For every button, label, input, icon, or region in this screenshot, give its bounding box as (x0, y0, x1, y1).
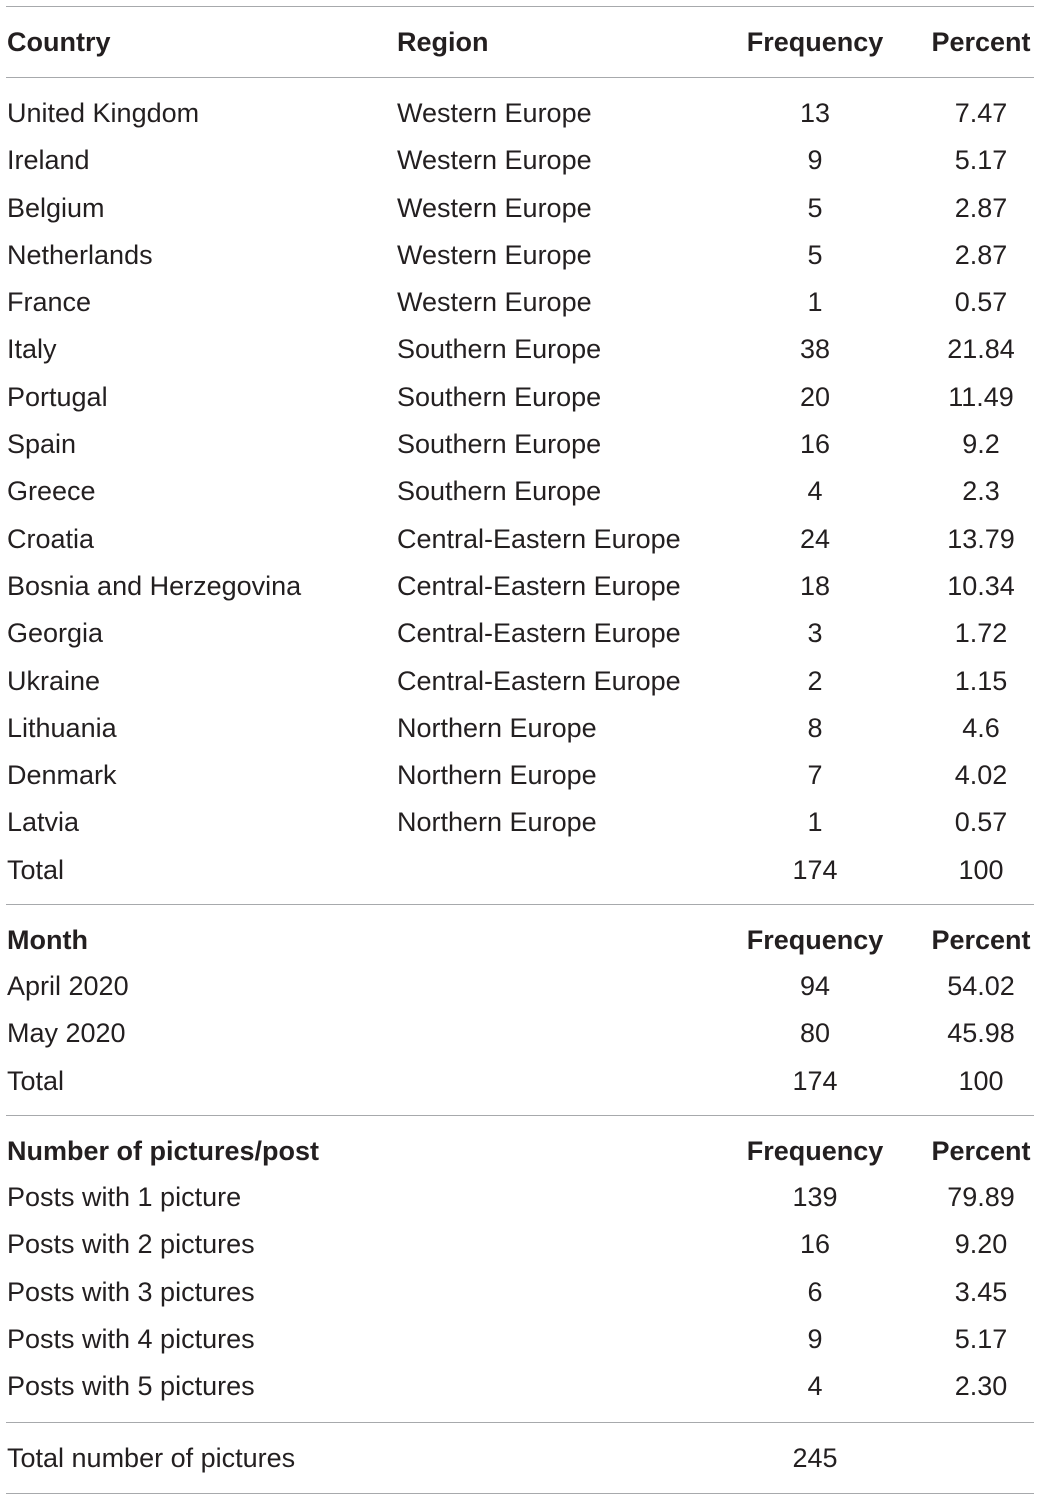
table-row (6, 90, 1040, 137)
frequency-cell: 5 (807, 192, 823, 223)
frequency-cell: 80 (799, 1018, 831, 1049)
region-cell: Southern Europe (397, 381, 602, 412)
frequency-cell: 1 (807, 287, 823, 318)
country-header-row (6, 7, 1040, 77)
frequency-cell: 16 (799, 429, 831, 460)
pictures-total-row (6, 1423, 1040, 1493)
region-cell: Western Europe (397, 98, 592, 128)
frequency-cell: 94 (799, 971, 831, 1002)
country-cell: France (7, 287, 92, 318)
frequency-cell: 9 (807, 1323, 823, 1354)
region-column-header: Region (397, 27, 489, 57)
pictures-label-cell: Posts with 5 pictures (7, 1371, 255, 1402)
percent-cell: 5.17 (954, 1323, 1008, 1354)
percent-cell: 1.72 (954, 618, 1008, 649)
table-bottom-rule (6, 1493, 1034, 1494)
region-cell: Southern Europe (397, 429, 602, 460)
country-cell: Denmark (7, 760, 117, 791)
country-total-row (6, 847, 1040, 894)
table-row (6, 516, 1040, 563)
percent-cell: 5.17 (954, 145, 1008, 176)
country-cell: Bosnia and Herzegovina (7, 570, 302, 601)
region-cell: Northern Europe (397, 807, 597, 838)
frequency-cell: 4 (807, 1371, 823, 1402)
percent-cell: 45.98 (947, 1018, 1015, 1049)
table-row (6, 799, 1040, 846)
table-row (6, 752, 1040, 799)
country-cell: Belgium (7, 192, 105, 223)
country-cell: Portugal (7, 381, 108, 412)
percent-cell: 2.87 (954, 239, 1008, 270)
frequency-cell: 13 (799, 98, 831, 128)
frequency-cell: 24 (799, 523, 831, 554)
table-row (6, 279, 1040, 326)
month-header-row (6, 917, 1040, 963)
total-label: Total number of pictures (7, 1443, 296, 1474)
percent-cell: 13.79 (947, 523, 1015, 554)
frequency-cell: 18 (799, 570, 831, 601)
region-cell: Northern Europe (397, 712, 597, 743)
percent-column-header: Percent (931, 925, 1031, 956)
region-cell: Central-Eastern Europe (397, 570, 681, 601)
country-cell: Netherlands (7, 239, 153, 270)
total-percent: 100 (958, 854, 1004, 885)
frequency-cell: 4 (807, 476, 823, 507)
pictures-label-cell: Posts with 4 pictures (7, 1323, 255, 1354)
frequency-cell: 3 (807, 618, 823, 649)
percent-cell: 9.20 (954, 1229, 1008, 1260)
pictures-header-row (6, 1128, 1040, 1174)
frequency-cell: 7 (807, 760, 823, 791)
table-row (6, 1010, 1040, 1057)
country-rows (6, 90, 1040, 847)
month-rows (6, 963, 1040, 1058)
table-row (6, 137, 1040, 184)
region-cell: Central-Eastern Europe (397, 618, 681, 649)
percent-cell: 7.47 (954, 98, 1008, 128)
percent-cell: 0.57 (954, 807, 1008, 838)
percent-cell: 54.02 (947, 971, 1015, 1002)
frequency-cell: 38 (799, 334, 831, 365)
total-frequency: 245 (792, 1443, 838, 1474)
pictures-label-cell: Posts with 3 pictures (7, 1276, 255, 1307)
table-row (6, 1221, 1040, 1268)
region-cell: Central-Eastern Europe (397, 665, 681, 696)
region-cell: Central-Eastern Europe (397, 523, 681, 554)
frequency-cell: 9 (807, 145, 823, 176)
percent-cell: 0.57 (954, 287, 1008, 318)
country-cell: Georgia (7, 618, 104, 649)
frequency-cell: 6 (807, 1276, 823, 1307)
table-row (6, 232, 1040, 279)
section-rule (6, 1115, 1034, 1116)
percent-cell: 9.2 (962, 429, 1000, 460)
table-row (6, 185, 1040, 232)
table-row (6, 658, 1040, 705)
country-cell: Greece (7, 476, 96, 507)
percent-column-header: Percent (931, 27, 1031, 57)
country-cell: Ireland (7, 145, 90, 176)
percent-cell: 1.15 (954, 665, 1008, 696)
frequency-cell: 20 (799, 381, 831, 412)
total-frequency: 174 (792, 1065, 838, 1096)
table-row (6, 610, 1040, 657)
frequency-cell: 8 (807, 712, 823, 743)
region-cell: Northern Europe (397, 760, 597, 791)
section-rule (6, 904, 1034, 905)
table-row (6, 326, 1040, 373)
percent-cell: 2.3 (962, 476, 1000, 507)
country-cell: Lithuania (7, 712, 117, 743)
percent-cell: 11.49 (948, 381, 1014, 412)
table-row (6, 1316, 1040, 1363)
month-cell: May 2020 (7, 1018, 126, 1049)
percent-cell: 2.30 (954, 1371, 1008, 1402)
table-row (6, 374, 1040, 421)
country-cell: Spain (7, 429, 77, 460)
country-cell: Croatia (7, 523, 95, 554)
month-cell: April 2020 (7, 971, 129, 1002)
frequency-column-header: Frequency (746, 1135, 884, 1166)
country-cell: United Kingdom (7, 98, 200, 128)
region-cell: Western Europe (397, 287, 592, 318)
table-row (6, 1363, 1040, 1410)
percent-cell: 21.84 (947, 334, 1015, 365)
total-label: Total (7, 1065, 65, 1096)
pictures-label-cell: Posts with 1 picture (7, 1181, 242, 1212)
total-percent: 100 (958, 1065, 1004, 1096)
frequency-cell: 139 (792, 1181, 838, 1212)
region-cell: Southern Europe (397, 334, 602, 365)
country-column-header: Country (7, 27, 111, 57)
month-column-header: Month (7, 925, 88, 956)
table-row (6, 705, 1040, 752)
total-label: Total (7, 854, 65, 885)
percent-cell: 4.6 (962, 712, 1000, 743)
percent-column-header: Percent (931, 1135, 1031, 1166)
frequency-cell: 16 (799, 1229, 831, 1260)
table-row (6, 421, 1040, 468)
percent-cell: 4.02 (954, 760, 1008, 791)
table-row (6, 963, 1040, 1010)
table-row (6, 468, 1040, 515)
country-cell: Ukraine (7, 665, 101, 696)
frequency-column-header: Frequency (746, 925, 884, 956)
data-table (6, 6, 1040, 1494)
frequency-column-header: Frequency (746, 27, 884, 57)
total-frequency: 174 (792, 854, 838, 885)
pictures-label-cell: Posts with 2 pictures (7, 1229, 255, 1260)
region-cell: Western Europe (397, 192, 592, 223)
month-total-row (6, 1058, 1040, 1105)
table-row (6, 1174, 1040, 1221)
country-cell: Latvia (7, 807, 80, 838)
frequency-cell: 1 (807, 807, 823, 838)
frequency-cell: 5 (807, 239, 823, 270)
table-row (6, 563, 1040, 610)
table-row (6, 1269, 1040, 1316)
region-cell: Western Europe (397, 239, 592, 270)
region-cell: Southern Europe (397, 476, 602, 507)
percent-cell: 10.34 (947, 570, 1015, 601)
percent-cell: 3.45 (954, 1276, 1008, 1307)
country-cell: Italy (7, 334, 57, 365)
pictures-rows (6, 1174, 1040, 1410)
percent-cell: 2.87 (954, 192, 1008, 223)
pictures-column-header: Number of pictures/post (7, 1135, 320, 1166)
percent-cell: 79.89 (947, 1181, 1015, 1212)
region-cell: Western Europe (397, 145, 592, 176)
frequency-cell: 2 (807, 665, 823, 696)
